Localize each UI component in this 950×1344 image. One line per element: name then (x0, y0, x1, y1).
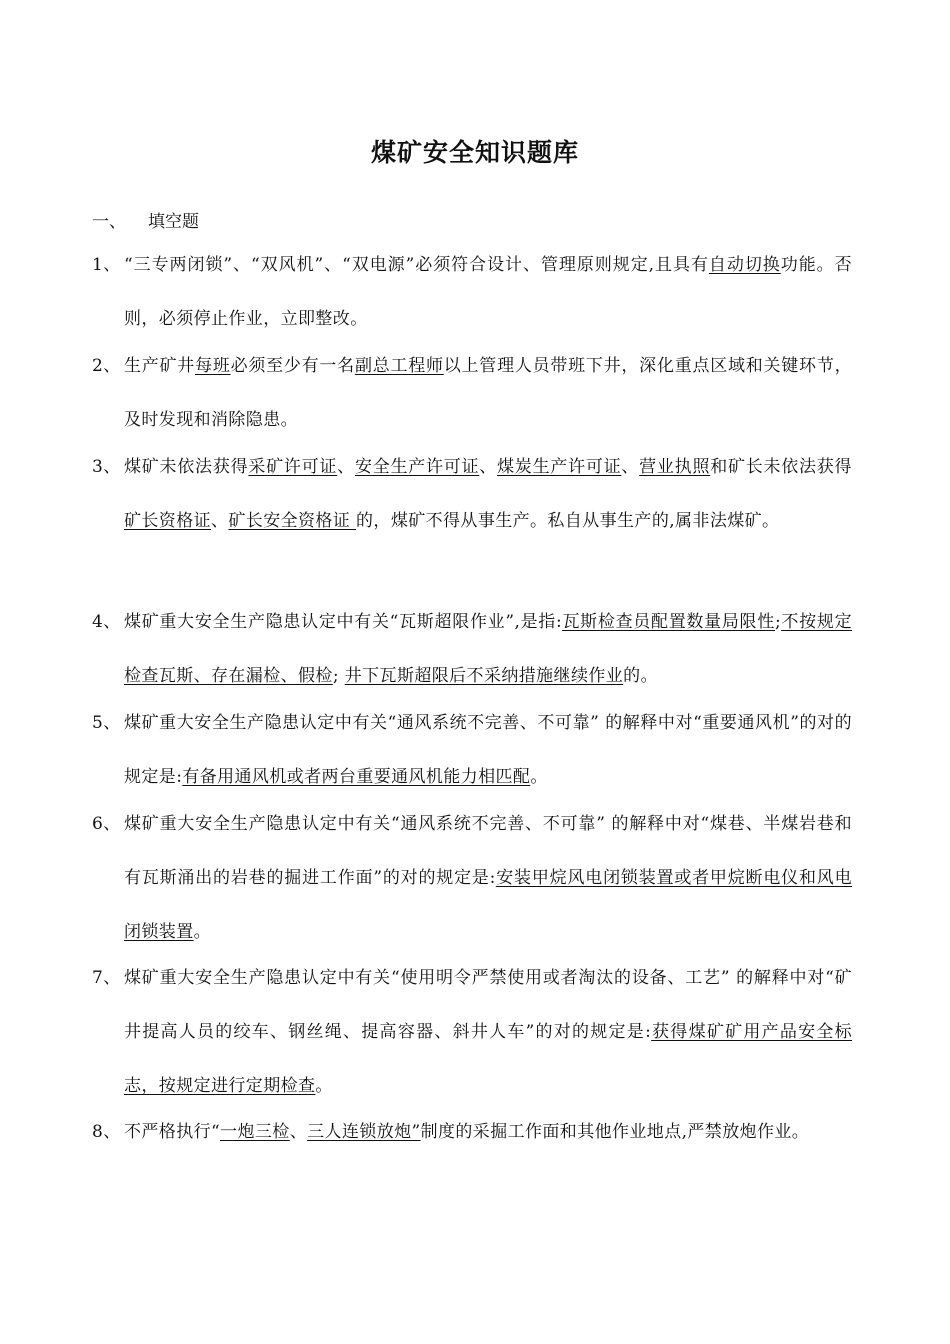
question-2 (92, 339, 852, 447)
answer-blank: 获得煤矿矿用产品安全标志，按规定进行定期检查 (124, 1022, 852, 1096)
question-text (92, 1105, 852, 1159)
question-fragment: 。 (530, 767, 548, 787)
question-text (92, 951, 852, 1113)
question-fragment: 、 (337, 457, 355, 477)
question-8 (92, 1105, 852, 1159)
answer-blank: 自动切换 (708, 255, 781, 275)
question-fragment: 的。 (623, 666, 658, 686)
document-title: 煤矿安全知识题库 (370, 138, 579, 167)
question-5 (92, 696, 852, 804)
question-fragment: 制度的采掘工作面和其他作业地点,严禁放炮作业。 (420, 1122, 810, 1142)
question-1 (92, 238, 852, 346)
question-fragment: ; (332, 666, 345, 686)
question-fragment: 。 (315, 1076, 333, 1096)
question-text (92, 797, 852, 959)
question-3 (92, 440, 852, 548)
question-fragment: 不严格执行“ (124, 1122, 221, 1142)
question-text (92, 595, 852, 703)
question-text (92, 238, 852, 346)
answer-blank: 矿长资格证 (124, 511, 211, 531)
question-fragment: 、 (621, 457, 640, 477)
question-number: 8、 (92, 1122, 121, 1142)
answer-blank: 瓦斯检查员配置数量局限性 (562, 612, 775, 632)
answer-blank: 有备用通风机或者两台重要通风机能力相匹配 (182, 767, 531, 787)
question-number: 1、 (92, 255, 121, 275)
question-4 (92, 595, 852, 703)
question-number: 4、 (92, 612, 121, 632)
question-7 (92, 951, 852, 1113)
question-fragment: 、 (479, 457, 498, 477)
question-6 (92, 797, 852, 959)
question-fragment: ; (775, 612, 782, 632)
section-number: 一、 (92, 212, 126, 232)
answer-blank: 每班 (195, 356, 231, 376)
question-text (92, 696, 852, 804)
question-number: 7、 (92, 968, 121, 988)
question-fragment: 煤矿重大安全生产隐患认定中有关“通风系统不完善、不可靠” 的解释中对“重要通风机”的对的规定是: (124, 713, 852, 787)
answer-blank: 采矿许可证 (248, 457, 338, 477)
answer-blank: 三人连锁放炮” (307, 1122, 421, 1142)
question-fragment: 生产矿井 (124, 356, 196, 376)
question-fragment: 煤矿重大安全生产隐患认定中有关“瓦斯超限作业”,是指: (124, 612, 563, 632)
section-label: 填空题 (148, 212, 199, 232)
answer-blank: 营业执照 (639, 457, 711, 477)
answer-blank: 安全生产许可证 (354, 457, 480, 477)
question-fragment: 必须至少有一名 (230, 356, 355, 376)
question-fragment: 。 (193, 922, 212, 942)
question-number: 3、 (92, 457, 121, 477)
question-fragment: 煤矿重大安全生产隐患认定中有关“使用明令严禁使用或者淘汰的设备、工艺” 的解释中对“矿井提高人员的绞车、钢丝绳、提高容器、斜井人车”的对的规定是: (124, 968, 852, 1042)
answer-blank: 不按规定检查瓦斯、存在漏检、假检 (124, 612, 852, 686)
question-fragment: 以上管理人员带班下井，深化重点区域和关键环节，及时发现和消除隐患。 (124, 356, 852, 430)
answer-blank: 安装甲烷风电闭锁装置或者甲烷断电仪和风电闭锁装置 (124, 868, 852, 942)
question-fragment: 的，煤矿不得从事生产。私自从事生产的,属非法煤矿。 (356, 511, 780, 531)
answer-blank: 一炮三检 (220, 1122, 290, 1142)
question-number: 2、 (92, 356, 121, 376)
question-fragment: 煤矿未依法获得 (124, 457, 249, 477)
question-number: 5、 (92, 713, 121, 733)
question-fragment: “三专两闭锁”、“双风机”、“双电源”必须符合设计、管理原则规定,且具有 (124, 255, 709, 275)
answer-blank: 煤炭生产许可证 (497, 457, 622, 477)
question-fragment: 煤矿重大安全生产隐患认定中有关“通风系统不完善、不可靠” 的解释中对“煤巷、半煤岩巷和有瓦斯涌出的岩巷的掘进工作面”的对的规定是: (124, 814, 852, 888)
section-heading (92, 207, 199, 232)
question-text (92, 339, 852, 447)
question-text (92, 440, 852, 548)
answer-blank: 井下瓦斯超限后不采纳措施继续作业 (344, 666, 624, 686)
question-fragment: 、 (211, 511, 229, 531)
question-fragment: 和矿长未依法获得 (710, 457, 852, 477)
answer-blank: 副总工程师 (354, 356, 444, 376)
question-fragment: 功能。否则，必须停止作业，立即整改。 (124, 255, 852, 329)
question-number: 6、 (92, 814, 121, 834)
question-fragment: 、 (289, 1122, 308, 1142)
answer-blank: 矿长安全资格证 (228, 511, 357, 531)
